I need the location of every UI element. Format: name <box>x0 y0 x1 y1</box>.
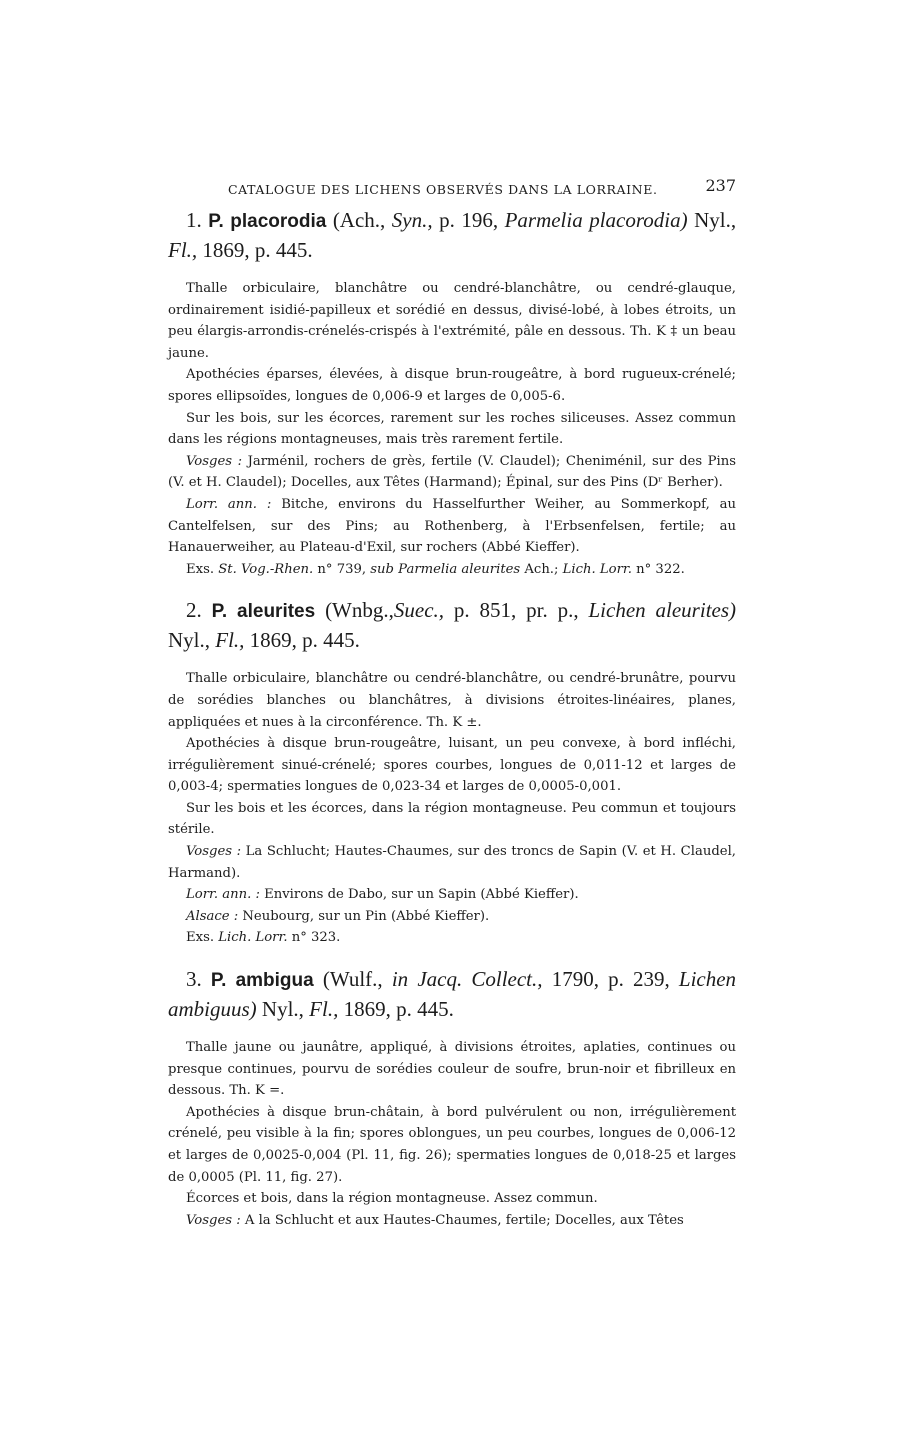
region-label: Alsace : <box>186 908 239 924</box>
citation-part: (Ach., <box>332 208 386 232</box>
entry-heading <box>168 965 736 1024</box>
citation-synonym: Lichen aleurites) <box>588 598 737 623</box>
entry-number: 3. <box>186 967 202 992</box>
citation-work: Syn., <box>391 208 433 232</box>
habitat-text: Sur les bois, sur les écorces, rarement sur les roches siliceuses. Assez commun dans les régions montagneuses, mais très rarement fertile. <box>168 410 736 448</box>
page <box>168 176 736 1231</box>
locality-lorr-ann <box>168 494 736 559</box>
exs-author: Ach.; <box>524 561 559 577</box>
citation-part: 1869, p. 445. <box>343 997 454 1022</box>
species-name: P. ambigua <box>210 970 314 992</box>
locality-text: Jarménil, rochers de grès, fertile (V. Claudel); Cheniménil, sur des Pins (V. et H. Claudel); Docelles, aux Têtes (Harmand); Épinal, sur des Pins (Dʳ Berher). <box>168 453 736 491</box>
entry-number: 2. <box>186 598 202 623</box>
region-label: Lorr. ann. : <box>186 887 260 903</box>
citation-part: 1869, p. 445. <box>249 628 360 653</box>
entry-heading <box>168 596 736 655</box>
species-name: P. placorodia <box>208 211 327 232</box>
apothecia-description: Apothécies à disque brun-châtain, à bord pulvérulent ou non, irrégulièrement crénelé, peu visible à la fin; spores oblongues, un peu courbes, longues de 0,006-12 et larges de 0,0025-0,004 (Pl. 11, fig. 26); spermaties longues de 0,018-25 et larges de 0,0005 (Pl. 11, fig. 27). <box>168 1104 736 1185</box>
citation-part: p. 196, <box>439 208 499 232</box>
apothecia-description: Apothécies à disque brun-rougeâtre, luisant, un peu convexe, à bord infléchi, irrégulièrement sinué-crénelé; spores courbes, longues de 0,011-12 et larges de 0,003-4; spermaties longues de 0,023-34 et larges de 0,0005-0,001. <box>168 736 736 795</box>
citation-work: in Jacq. Collect., <box>391 967 543 992</box>
citation-part: Nyl., <box>261 997 304 1022</box>
entry-aleurites <box>168 596 736 949</box>
citation-part: (Wnbg., <box>325 598 394 623</box>
exs-series: Lich. Lorr. <box>218 930 288 946</box>
locality-text: A la Schlucht et aux Hautes-Chaumes, fertile; Docelles, aux Têtes <box>240 1212 684 1228</box>
exs-number: n° 322. <box>636 561 685 577</box>
exs-series: St. Vog.-Rhen. <box>218 561 314 577</box>
exs-label: Exs. <box>186 930 215 946</box>
citation-part: 1869, p. 445. <box>202 238 313 262</box>
habitat-text: Sur les bois et les écorces, dans la région montagneuse. Peu commun et toujours stérile. <box>168 800 736 838</box>
locality-text: Environs de Dabo, sur un Sapin (Abbé Kieffer). <box>259 887 579 903</box>
region-label: Lorr. ann. : <box>186 496 272 512</box>
citation-part: p. 851, pr. p., <box>453 598 579 623</box>
locality-text: Bitche, environs du Hasselfurther Weiher, au Sommerkopf, au Cantelfelsen, sur des Pins; au Rothenberg, à l'Erbsenfelsen, fertile; au Hanauerweiher, au Plateau-d'Exil, sur rochers (Abbé Kieffer). <box>168 496 736 556</box>
locality-vosges <box>168 451 736 494</box>
entry-ambigua <box>168 965 736 1231</box>
region-label: Vosges : <box>186 453 243 469</box>
exs-label: Exs. <box>186 561 215 577</box>
citation-part: Nyl., <box>694 208 737 232</box>
exsiccata <box>168 927 736 949</box>
citation-part: (Wulf., <box>322 967 383 992</box>
region-label: Vosges : <box>186 844 242 860</box>
citation-work: Fl., <box>168 238 198 262</box>
exs-number: n° 323. <box>291 930 341 946</box>
region-label: Vosges : <box>186 1212 241 1228</box>
entry-placorodia <box>168 206 736 580</box>
entry-number: 1. <box>186 208 202 232</box>
citation-work: Fl., <box>215 628 245 653</box>
locality-vosges <box>168 841 736 884</box>
exs-synonym: sub Parmelia aleurites <box>370 561 521 577</box>
exs-number: n° 739, <box>317 561 367 577</box>
locality-text: Neubourg, sur un Pin (Abbé Kieffer). <box>238 908 490 924</box>
citation-synonym: Parmelia placorodia) <box>504 208 688 232</box>
thallus-description: Thalle orbiculaire, blanchâtre ou cendré-blanchâtre, ou cendré-brunâtre, pourvu de sorédies blanches ou blanchâtres, à divisions étroites-linéaires, planes, appliquées et nues à la circonférence. Th. K ±. <box>168 671 736 730</box>
locality-lorr-ann <box>168 884 736 906</box>
locality-alsace <box>168 906 736 928</box>
citation-work: Fl., <box>309 997 339 1022</box>
locality-text: La Schlucht; Hautes-Chaumes, sur des troncs de Sapin (V. et H. Claudel, Harmand). <box>168 844 736 881</box>
thallus-description: Thalle jaune ou jaunâtre, appliqué, à divisions étroites, aplaties, continues ou presque continues, pourvu de sorédies couleur de soufre, brun-noir et fibrilleux en dessous. Th. K =. <box>168 1040 736 1099</box>
running-header <box>168 176 736 200</box>
citation-part: Nyl., <box>168 628 210 653</box>
exsiccata <box>168 559 736 581</box>
citation-work: Suec., <box>393 598 445 623</box>
apothecia-description: Apothécies éparses, élevées, à disque brun-rougeâtre, à bord rugueux-crénelé; spores ellipsoïdes, longues de 0,006-9 et larges de 0,005-6. <box>168 367 736 404</box>
thallus-description: Thalle orbiculaire, blanchâtre ou cendré-blanchâtre, ou cendré-glauque, ordinairement isidié-papilleux et sorédié en dessus, divisé-lobé, à lobes étroits, un peu élargis-arrondis-crénelés-crispés à l'extrémité, pâle en dessous. Th. K ‡ un beau jaune. <box>168 281 736 361</box>
running-title: CATALOGUE DES LICHENS OBSERVÉS DANS LA LORRAINE. <box>228 182 658 197</box>
page-number: 237 <box>705 176 736 195</box>
entry-heading <box>168 206 736 265</box>
locality-vosges <box>168 1210 736 1232</box>
habitat-text: Écorces et bois, dans la région montagneuse. Assez commun. <box>186 1191 598 1207</box>
citation-synonym: Lichen ambiguus) <box>168 967 737 1022</box>
exs-series: Lich. Lorr. <box>562 561 632 577</box>
citation-part: 1790, p. 239, <box>551 967 670 992</box>
species-name: P. aleurites <box>211 601 316 623</box>
